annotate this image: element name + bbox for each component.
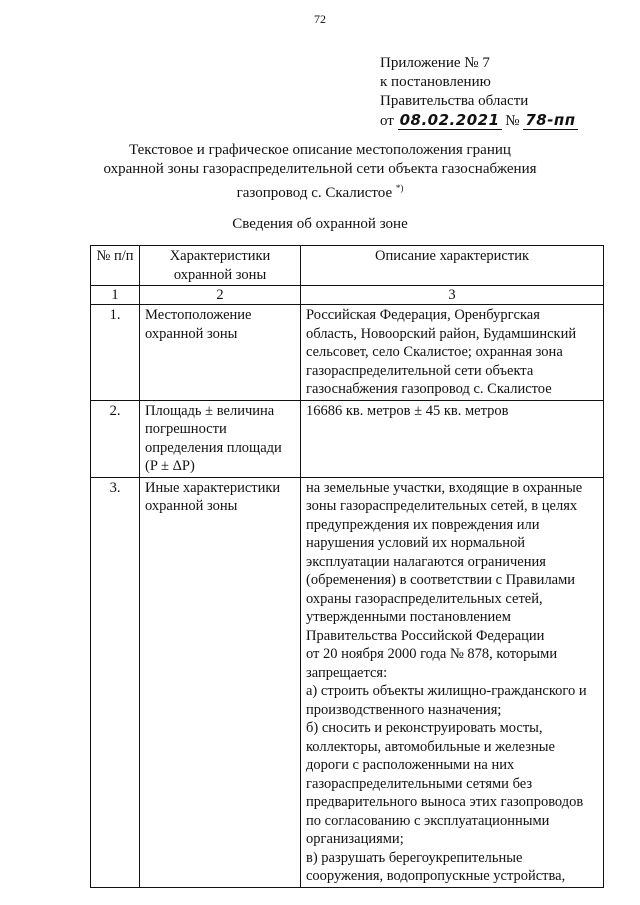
appendix-date-line bbox=[380, 111, 578, 131]
desc-line: по согласованию с эксплуатационными bbox=[306, 812, 550, 829]
desc-line: утвержденными постановлением bbox=[306, 609, 511, 625]
row-name: Иные характеристики охранной зоны bbox=[140, 477, 301, 887]
handwritten-date: 08.02.2021 bbox=[399, 111, 500, 129]
desc-line: организациями; bbox=[306, 831, 404, 847]
desc-line: сооружения, водопропускные устройства, bbox=[306, 868, 566, 884]
row-name: Площадь ± величина погрешности определения площади (P ± ΔP) bbox=[140, 400, 301, 477]
row-name: Местоположение охранной зоны bbox=[140, 305, 301, 401]
protection-zone-table bbox=[90, 245, 604, 888]
table-row bbox=[91, 477, 604, 887]
title-line-2: охранной зоны газораспределительной сети объекта газоснабжения bbox=[103, 161, 537, 177]
table-index-row bbox=[91, 286, 604, 305]
table-header-row bbox=[91, 246, 604, 286]
desc-line: на земельные участки, входящие в охранные bbox=[306, 479, 583, 496]
header-num: № п/п bbox=[91, 246, 140, 286]
section-subtitle: Сведения об охранной зоне bbox=[232, 216, 408, 232]
desc-line: газораспределительными сетями без bbox=[306, 775, 533, 792]
desc-line: Правительства Российской Федерации bbox=[306, 627, 545, 644]
desc-line: Российская Федерация, Оренбургская bbox=[306, 307, 540, 323]
desc-line: от 20 ноября 2000 года № 878, которыми bbox=[306, 646, 558, 662]
document-title bbox=[0, 141, 640, 203]
table-row bbox=[91, 400, 604, 477]
index-cell: 3 bbox=[301, 286, 604, 305]
index-cell: 1 bbox=[91, 286, 140, 305]
footnote-mark: *) bbox=[395, 183, 404, 193]
index-cell: 2 bbox=[140, 286, 301, 305]
desc-line: в) разрушать берегоукрепительные bbox=[306, 849, 523, 866]
desc-line: область, Новоорский район, Будамшинский bbox=[306, 325, 577, 342]
page-number: 72 bbox=[314, 12, 326, 26]
desc-line: а) строить объекты жилищно-гражданского и bbox=[306, 683, 587, 699]
row-description bbox=[301, 477, 604, 887]
title-line-1: Текстовое и графическое описание местоположения границ bbox=[129, 142, 511, 158]
appendix-line-3: Правительства области bbox=[380, 93, 529, 109]
desc-line: производственного назначения; bbox=[306, 701, 502, 718]
desc-line: 16686 кв. метров ± 45 кв. метров bbox=[306, 402, 509, 419]
row-number: 2. bbox=[91, 400, 140, 477]
handwritten-number: 78-пп bbox=[525, 111, 576, 129]
title-line-3-text: газопровод с. Скалистое bbox=[236, 185, 393, 201]
title-line-3 bbox=[0, 179, 640, 203]
desc-line: газораспределительной сети объекта bbox=[306, 362, 534, 379]
desc-line: нарушения условий их нормальной bbox=[306, 535, 526, 551]
desc-line: (обременения) в соответствии с Правилами bbox=[306, 572, 576, 588]
desc-line: газоснабжения газопровод с. Скалистое bbox=[306, 381, 552, 397]
header-name: Характеристики охранной зоны bbox=[140, 246, 301, 286]
desc-line: коллекторы, автомобильные и железные bbox=[306, 738, 555, 755]
appendix-line-1: Приложение № 7 bbox=[380, 55, 490, 71]
desc-line: сельсовет, село Скалистое; охранная зона bbox=[306, 344, 563, 360]
appendix-header bbox=[380, 54, 578, 131]
row-description bbox=[301, 400, 604, 477]
desc-line: предупреждения их повреждения или bbox=[306, 516, 540, 533]
desc-line: б) сносить и реконструировать мосты, bbox=[306, 720, 543, 736]
row-description bbox=[301, 305, 604, 401]
appendix-line-2: к постановлению bbox=[380, 74, 491, 90]
date-prefix: от bbox=[380, 113, 394, 129]
row-number: 1. bbox=[91, 305, 140, 401]
desc-line: запрещается: bbox=[306, 664, 388, 681]
desc-line: эксплуатации налагаются ограничения bbox=[306, 553, 546, 570]
row-number: 3. bbox=[91, 477, 140, 887]
desc-line: охраны газораспределительных сетей, bbox=[306, 590, 543, 607]
desc-line: дороги с расположенными на них bbox=[306, 757, 515, 773]
desc-line: предварительного выноса этих газопроводов bbox=[306, 794, 584, 810]
table-row bbox=[91, 305, 604, 401]
desc-line: зоны газораспределительных сетей, в целях bbox=[306, 498, 578, 514]
number-prefix: № bbox=[505, 113, 520, 129]
header-desc: Описание характеристик bbox=[301, 246, 604, 286]
